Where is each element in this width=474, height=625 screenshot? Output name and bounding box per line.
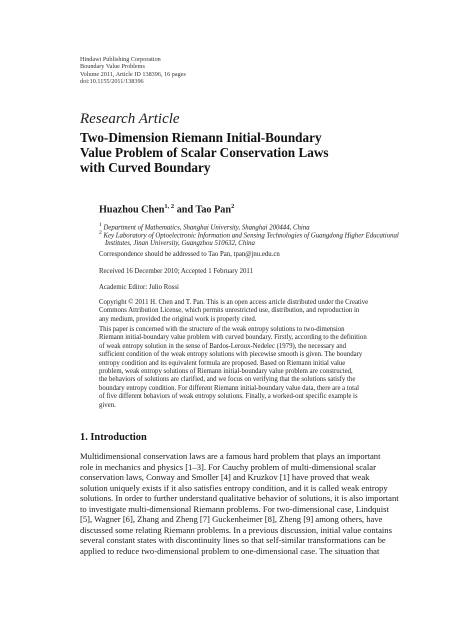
affiliation-label: 2 [99, 230, 102, 236]
abstract-line: boundary entropy condition. For different Riemann initial-boundary value data, there are a total [99, 384, 359, 392]
body-line: several constant states with discontinuity lines so that self-similar transformations can be [80, 535, 386, 545]
affiliation-text: Key Laboratory of Optoelectronic Information and Sensing Technologies of Guangdong Higher Educational [103, 232, 399, 240]
body-line: discussed some relating Riemann problems. In a previous discussion, initial value contains [80, 524, 392, 535]
copyright-notice [99, 299, 368, 324]
abstract-line: Riemann initial-boundary value problem with curved boundary. Firstly, according to the definition [99, 334, 367, 342]
abstract-line: given. [99, 401, 116, 409]
author-list [99, 203, 234, 215]
affiliation-text: Institutes, Jinan University, Guangzhou 510632, China [105, 240, 255, 248]
abstract [99, 326, 399, 410]
body-line: conservation laws, Conway and Smoller [4] and Kruzkov [1] have proved that weak [80, 472, 370, 482]
abstract-line: This paper is concerned with the structure of the weak entropy solutions to two-dimension [99, 326, 345, 333]
author-affil-mark: 1, 2 [164, 203, 175, 210]
body-line: to investigate multi-dimensional Riemann problems. For two-dimensional case, Lindquist [80, 503, 389, 514]
affiliation-label: 1 [99, 222, 102, 228]
copyright-line: any medium, provided the original work is properly cited. [99, 315, 257, 323]
dates: Received 16 December 2010; Accepted 1 February 2011 [99, 268, 253, 275]
author-affil-mark: 2 [231, 203, 235, 210]
body-line: Multidimensional conservation laws are a famous hard problem that plays an important [80, 451, 381, 461]
body-line: solutions. In order to further understand qualitative behavior of solutions, it is also important [80, 493, 399, 503]
body-line: role in mechanics and physics [1–3]. For Cauchy problem of multi-dimensional scalar [80, 461, 376, 472]
section-body [80, 451, 400, 556]
doi: doi:10.1155/2011/138396 [80, 78, 144, 86]
copyright-line: Copyright © 2011 H. Chen and T. Pan. This is an open access article distributed under the Creative [99, 299, 369, 306]
affiliation-2 [99, 229, 399, 248]
abstract-line: of weak entropy solution in the sense of Bardos-Leroux-Nedelec (1979), the necessary and [99, 342, 347, 350]
copyright-line: Commons Attribution License, which permits unrestricted use, distribution, and reproduction in [99, 307, 360, 315]
abstract-line: of five different behaviors of weak entropy solutions. Finally, a worked-out specific example is [99, 393, 358, 401]
affiliation-text: Department of Mathematics, Shanghai University, Shanghai 200444, China [103, 224, 310, 232]
body-line: [5], Wagner [6], Zhang and Zheng [7] Guckenheimer [8], Zheng [9] among others, have [80, 514, 383, 524]
title-line: Two-Dimension Riemann Initial-Boundary [80, 130, 322, 145]
publisher-name: Hindawi Publishing Corporation [80, 56, 161, 63]
paper-title [80, 130, 410, 175]
title-line: with Curved Boundary [80, 160, 211, 175]
author-conjunction: and [174, 204, 196, 216]
body-line: applied to reduce two-dimensional problem to one-dimensional case. The situation that [80, 545, 380, 556]
abstract-line: sufficient condition of the weak entropy solutions with piecewise smooth is given. The boundary [99, 351, 363, 359]
correspondence: Correspondence should be addressed to Tao Pan, tpan@jnu.edu.cn [99, 251, 280, 258]
publisher-info [80, 56, 186, 86]
body-line: solution uniquely exists if it also satisfies entropy condition, and it is called weak entropy [80, 482, 388, 493]
author-name: Huazhou Chen [99, 204, 165, 216]
author-name: Tao Pan [195, 204, 232, 216]
article-type: Research Article [80, 111, 180, 127]
title-line: Value Problem of Scalar Conservation Laws [80, 145, 329, 160]
abstract-line: entropy condition and its equivalent formula are proposed. Based on Riemann initial value [99, 359, 346, 367]
academic-editor: Academic Editor: Julio Rossi [99, 284, 179, 291]
journal-name: Boundary Value Problems [80, 63, 145, 71]
section-heading: 1. Introduction [80, 432, 147, 443]
volume-info: Volume 2011, Article ID 138396, 16 pages [80, 70, 186, 78]
abstract-line: problem, weak entropy solutions of Riemann initial-boundary value problem are constructed, [99, 368, 353, 376]
abstract-line: the behaviors of solutions are clarified, and we focus on verifying that the solutions satisfy the [99, 376, 356, 384]
